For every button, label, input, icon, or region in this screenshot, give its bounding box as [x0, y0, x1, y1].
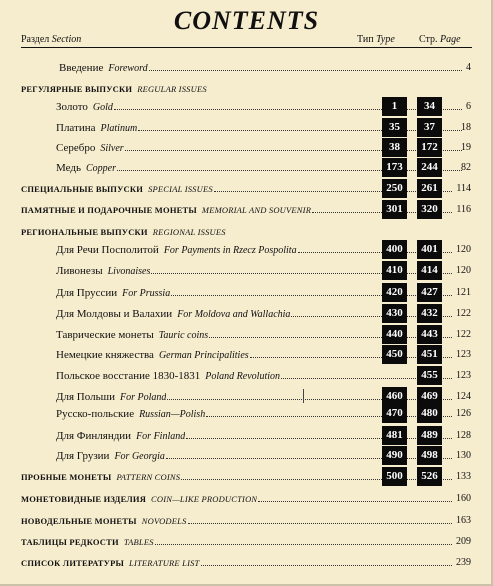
type-start-badge: 490	[382, 446, 407, 465]
toc-row	[0, 179, 493, 199]
entry-label	[56, 345, 249, 365]
entry-title-ru: ТАБЛИЦЫ РЕДКОСТИ	[21, 537, 119, 547]
page-title: CONTENTS	[173, 6, 320, 35]
entry-label	[56, 426, 185, 446]
entry-label	[56, 261, 150, 281]
page-number: 133	[456, 471, 471, 482]
toc-row	[0, 79, 493, 99]
page-number: 120	[456, 265, 471, 276]
toc-row	[0, 158, 493, 178]
page-number: 124	[456, 391, 471, 402]
page-header-en: Page	[440, 34, 461, 45]
text-cursor	[303, 389, 304, 403]
entry-title-en: Foreword	[108, 63, 148, 74]
type-start-badge: 410	[382, 261, 407, 280]
type-end-badge: 244	[417, 158, 442, 177]
dot-leader	[186, 438, 452, 439]
section-header-ru: Раздел	[21, 34, 50, 45]
entry-title-ru: Для Речи Посполитой	[56, 244, 159, 256]
toc-row	[0, 261, 493, 281]
toc-row	[0, 138, 493, 158]
page-number: 128	[456, 430, 471, 441]
toc-row	[0, 118, 493, 138]
entry-label	[21, 200, 311, 220]
type-header-ru: Тип	[357, 34, 374, 45]
toc-row	[0, 200, 493, 220]
type-end-badge: 498	[417, 446, 442, 465]
type-start-badge: 400	[382, 240, 407, 259]
entry-title-en: NOVODELS	[141, 516, 187, 526]
toc-row	[0, 283, 493, 303]
entry-label	[56, 404, 205, 424]
entry-label	[21, 553, 200, 573]
type-end-badge: 172	[417, 138, 442, 157]
entry-title-en: PATTERN COINS	[116, 472, 181, 482]
dot-leader	[188, 523, 452, 524]
type-start-badge: 250	[382, 179, 407, 198]
type-start-badge: 1	[382, 97, 407, 116]
entry-label	[21, 222, 226, 242]
page-number: 160	[456, 493, 471, 504]
type-end-badge: 443	[417, 325, 442, 344]
entry-label	[21, 179, 213, 199]
type-header-en: Type	[376, 34, 395, 45]
page-number: 209	[456, 536, 471, 547]
entry-title-ru: ПРОБНЫЕ МОНЕТЫ	[21, 472, 112, 482]
type-end-badge: 320	[417, 200, 442, 219]
entry-title-ru: Платина	[56, 122, 96, 134]
type-start-badge: 440	[382, 325, 407, 344]
entry-label	[59, 58, 148, 78]
page-number: 123	[456, 349, 471, 360]
type-end-badge: 480	[417, 404, 442, 423]
toc-row	[0, 467, 493, 487]
type-start-badge: 420	[382, 283, 407, 302]
entry-title-ru: СПИСОК ЛИТЕРАТУРЫ	[21, 558, 125, 568]
toc-row	[0, 511, 493, 531]
type-end-badge: 37	[417, 118, 442, 137]
entry-title-en: For Prussia	[122, 288, 171, 299]
page-number: 163	[456, 515, 471, 526]
entry-title-en: Livonaises	[107, 266, 151, 277]
entry-title-en: MEMORIAL AND SOUVENIR	[201, 205, 312, 215]
page-number: 116	[456, 204, 471, 215]
entry-title-en: LITERATURE LIST	[129, 558, 200, 568]
entry-title-ru: СПЕЦИАЛЬНЫЕ ВЫПУСКИ	[21, 184, 144, 194]
entry-title-en: For Georgia	[114, 451, 165, 462]
page-number: 239	[456, 557, 471, 568]
entry-title-ru: Введение	[59, 62, 104, 74]
entry-label	[56, 158, 116, 178]
entry-label	[56, 325, 208, 345]
dot-leader	[114, 109, 462, 110]
toc-row	[0, 222, 493, 242]
toc-row	[0, 304, 493, 324]
entry-title-ru: Для Пруссии	[56, 287, 118, 299]
header-rule	[21, 47, 472, 48]
type-end-badge: 526	[417, 467, 442, 486]
dot-leader	[181, 479, 452, 480]
entry-title-en: For Moldova and Wallachia	[177, 309, 291, 320]
type-end-badge: 489	[417, 426, 442, 445]
page-header-ru: Стр.	[419, 34, 438, 45]
entry-title-ru: Немецкие княжества	[56, 349, 154, 361]
entry-title-en: Gold	[92, 102, 113, 113]
toc-row	[0, 97, 493, 117]
dot-leader	[149, 70, 462, 71]
entry-title-en: For Payments in Rzecz Pospolita	[163, 245, 297, 256]
type-end-badge: 427	[417, 283, 442, 302]
type-column-header	[357, 34, 395, 45]
entry-title-en: For Finland	[136, 431, 186, 442]
page-number: 130	[456, 450, 471, 461]
dot-leader	[209, 337, 452, 338]
entry-title-en: Platinum	[100, 123, 138, 134]
dot-leader	[155, 544, 452, 545]
page-number: 114	[456, 183, 471, 194]
type-start-badge: 500	[382, 467, 407, 486]
toc-row	[0, 553, 493, 573]
toc-row	[0, 58, 493, 78]
entry-title-en: Tauric coins	[158, 330, 209, 341]
entry-title-en: Silver	[100, 143, 124, 154]
entry-title-ru: ПАМЯТНЫЕ И ПОДАРОЧНЫЕ МОНЕТЫ	[21, 205, 197, 215]
dot-leader	[201, 565, 452, 566]
page-number: 122	[456, 329, 471, 340]
page-number: 6	[466, 101, 471, 112]
entry-title-en: Poland Revolution	[205, 371, 281, 382]
page-number: 120	[456, 244, 471, 255]
dot-leader	[167, 399, 452, 400]
dot-leader	[117, 170, 462, 171]
entry-label	[56, 366, 280, 386]
entry-title-ru: Медь	[56, 162, 81, 174]
entry-title-ru: Русско-польские	[56, 408, 135, 420]
toc-row	[0, 532, 493, 552]
entry-label	[56, 446, 165, 466]
dot-leader	[206, 416, 452, 417]
dot-leader	[138, 130, 462, 131]
entry-title-ru: Польское восстание 1830-1831	[56, 370, 201, 382]
type-start-badge: 173	[382, 158, 407, 177]
type-start-badge: 430	[382, 304, 407, 323]
entry-title-ru: Для Грузии	[56, 450, 110, 462]
page-number: 123	[456, 370, 471, 381]
toc-row	[0, 325, 493, 345]
entry-title-ru: РЕГУЛЯРНЫЕ ВЫПУСКИ	[21, 84, 133, 94]
entry-title-en: REGULAR ISSUES	[137, 84, 207, 94]
dot-leader	[171, 295, 452, 296]
entry-label	[21, 511, 187, 531]
entry-title-en: TABLES	[123, 537, 154, 547]
type-start-badge: 35	[382, 118, 407, 137]
dot-leader	[258, 501, 452, 502]
page-number: 82	[461, 162, 471, 173]
type-end-badge: 414	[417, 261, 442, 280]
dot-leader	[125, 150, 462, 151]
entry-label	[56, 138, 124, 158]
type-end-badge: 401	[417, 240, 442, 259]
entry-label	[56, 97, 113, 117]
entry-label	[56, 118, 137, 138]
entry-title-ru: Для Польши	[56, 391, 115, 403]
entry-label	[21, 532, 154, 552]
type-end-badge: 451	[417, 345, 442, 364]
page-number: 4	[466, 62, 471, 73]
entry-title-en: COIN—LIKE PRODUCTION	[151, 494, 258, 504]
entry-title-en: REGIONAL ISSUES	[152, 227, 226, 237]
toc-row	[0, 426, 493, 446]
entry-title-ru: Таврические монеты	[56, 329, 154, 341]
toc-row	[0, 446, 493, 466]
type-end-badge: 34	[417, 97, 442, 116]
entry-title-ru: Ливонезы	[56, 265, 103, 277]
type-start-badge: 460	[382, 387, 407, 406]
toc-row	[0, 345, 493, 365]
entry-title-ru: МОНЕТОВИДНЫЕ ИЗДЕЛИЯ	[21, 494, 147, 504]
entry-title-ru: РЕГИОНАЛЬНЫЕ ВЫПУСКИ	[21, 227, 148, 237]
entry-title-ru: Для Молдовы и Валахии	[56, 308, 173, 320]
type-start-badge: 38	[382, 138, 407, 157]
toc-row	[0, 240, 493, 260]
entry-title-ru: Серебро	[56, 142, 96, 154]
toc-row	[0, 404, 493, 424]
entry-label	[21, 489, 257, 509]
entry-label	[56, 304, 290, 324]
entry-label	[21, 467, 180, 487]
type-end-badge: 432	[417, 304, 442, 323]
entry-label	[21, 79, 207, 99]
page-number: 122	[456, 308, 471, 319]
entry-title-en: Copper	[86, 163, 116, 174]
entry-label	[56, 240, 297, 260]
type-start-badge: 450	[382, 345, 407, 364]
type-end-badge: 261	[417, 179, 442, 198]
entry-title-ru: НОВОДЕЛЬНЫЕ МОНЕТЫ	[21, 516, 137, 526]
type-end-badge: 455	[417, 366, 442, 385]
page-number: 121	[456, 287, 471, 298]
page-number: 18	[461, 122, 471, 133]
toc-row	[0, 366, 493, 386]
entry-label	[56, 283, 170, 303]
entry-title-ru: Золото	[56, 101, 88, 113]
entry-title-en: German Principalities	[158, 350, 249, 361]
entry-title-en: For Poland	[119, 392, 167, 403]
dot-leader	[166, 458, 452, 459]
section-header-en: Section	[51, 34, 82, 45]
entry-title-ru: Для Финляндии	[56, 430, 132, 442]
type-start-badge: 470	[382, 404, 407, 423]
toc-row	[0, 489, 493, 509]
page-number: 126	[456, 408, 471, 419]
page-column-header	[419, 34, 461, 45]
section-column-header	[21, 34, 81, 45]
entry-title-en: Russian—Polish	[139, 409, 206, 420]
type-end-badge: 469	[417, 387, 442, 406]
type-start-badge: 301	[382, 200, 407, 219]
entry-title-en: SPECIAL ISSUES	[148, 184, 213, 194]
type-start-badge: 481	[382, 426, 407, 445]
page-number: 19	[461, 142, 471, 153]
